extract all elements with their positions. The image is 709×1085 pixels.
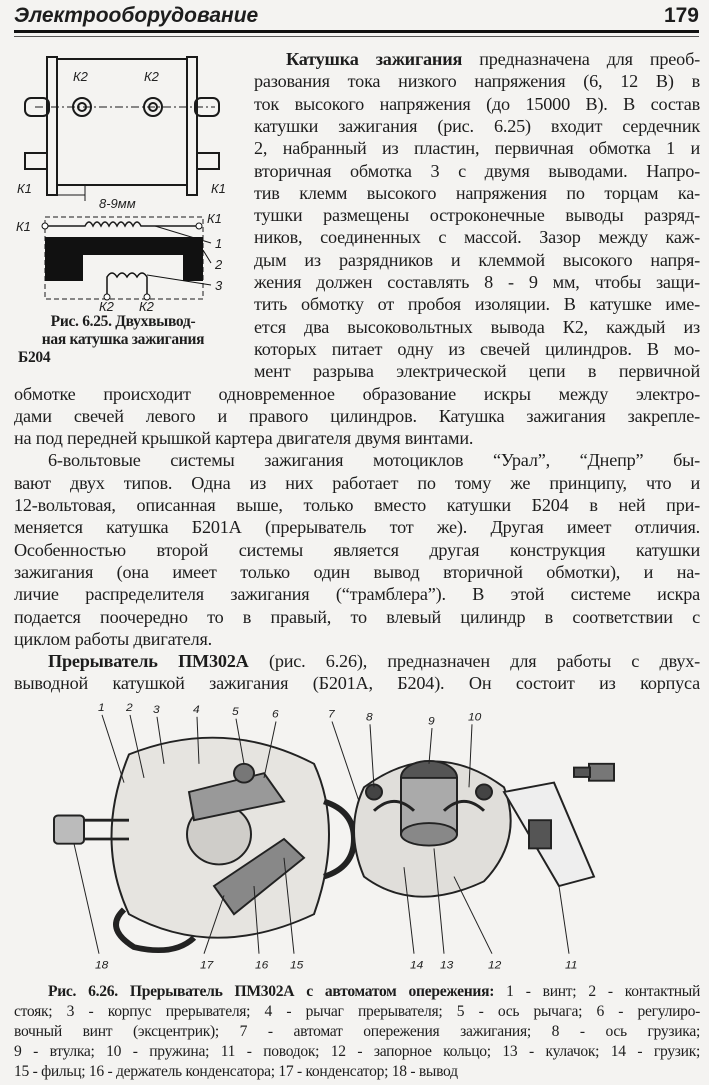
part-number-18: 18 [94,959,109,972]
part-number-12: 12 [487,959,502,972]
figure-6-26-breaker-illustration [14,698,700,980]
part-number-14: 14 [410,959,424,972]
running-header [14,4,699,30]
part-number-7: 7 [328,708,335,721]
text-line: 2, набранный из пластин, первичная обмотка 1 и [254,138,700,159]
caption-line: стояк; 3 - корпус прерывателя; 4 - рычаг прерывателя; 5 - ось рычага; 6 - регулиро- [14,1003,700,1020]
page-number: 179 [663,4,699,27]
text-line: подается поочередно то в правый, то влевый цилиндр в соответствии с [14,606,700,627]
caption-line [14,982,700,1002]
term-ignition-coil: Катушка зажигания [286,49,463,69]
figure-6-25-coil-diagram [15,45,237,311]
label-k2-bottom-left: К2 [99,299,114,311]
label-3: 3 [215,278,223,293]
text-line: зажигания (она имеет только один вывод вторичной обмотки), и на- [14,561,700,582]
figure-6-26-caption [14,982,700,1082]
caption-line: вочный винт (эксцентрик); 7 - автомат опережения зажигания; 8 - ось грузика; [14,1023,700,1040]
label-k2-left: К2 [73,69,88,84]
text-line: меняется катушка Б201А (прерыватель тот же). Другая имеет отличия. [14,517,700,538]
part-number-17: 17 [200,959,214,972]
text-line: тушки размещены остроконечные выводы разряд- [254,205,700,226]
text-line: тив клемм высокого напряжения по торцам ка- [254,182,700,203]
text-line: жения должен составлять 8 - 9 мм, чтобы защи- [254,272,700,292]
label-k1-left: К1 [17,181,32,196]
text-line: тить обмотку от пробоя изоляции. В катушке име- [254,294,700,315]
text-line: вают двух типов. Одна из них работает по тому же принципу, что и [14,472,700,493]
header-rule [14,30,699,33]
text-line: 12-вольтовая, описанная выше, только вместо катушки Б204 в ней при- [14,495,700,515]
caption-text: 1 - винт; 2 - контактный [494,983,701,1000]
label-k1-schematic: К1 [16,219,31,234]
text-line: ников, соединенных с массой. Зазор между каж- [254,227,700,248]
part-number-3: 3 [153,703,160,716]
text-line: циклом работы двигателя. [14,628,213,649]
text-line: ется два высоковольтных вывода К2, каждый из [254,316,700,337]
text-line: обмотке происходит одновременное образование искры между электро- [14,383,700,404]
text-line: мент разрыва электрической цепи в первичной [254,361,700,382]
text-line [48,650,700,672]
text: (рис. 6.26), предназначен для работы с двух- [248,651,700,672]
text-line [286,48,700,70]
text: предназначена для преоб- [462,49,700,69]
label-1: 1 [215,236,223,251]
text-line: дым из разрядников и клеммой высокого напря- [254,249,700,270]
part-number-1: 1 [97,701,105,715]
part-number-4: 4 [193,703,200,716]
text-line: ток высокого напряжения (до 15000 В). В состав [254,93,700,114]
text-line: которых питает одну из свечей цилиндров. В мо- [254,338,700,359]
label-k2-right: К2 [144,69,159,84]
caption-line: Рис. 6.25. Двухвывод- [50,313,196,330]
part-number-10: 10 [468,710,482,724]
part-number-11: 11 [565,959,578,972]
term-breaker: Прерыватель ПМ302А [48,651,249,672]
label-k1-schematic-right: К1 [207,211,222,226]
part-number-15: 15 [290,959,304,972]
text-line: вторичная обмотка 3 с двумя выводами. Напро- [254,160,700,181]
text-line: выводной катушкой зажигания (Б201А, Б204). Он состоит из корпуса [14,673,700,694]
label-2: 2 [215,257,223,272]
section-title: Электрооборудование [14,4,259,27]
caption-line: 15 - фильц; 16 - держатель конденсатора; 17 - конденсатор; 18 - вывод [14,1063,458,1080]
part-number-8: 8 [366,710,373,724]
figure-6-25-caption [18,313,228,367]
caption-title: Рис. 6.26. Прерыватель ПМ302А с автоматом опережения: [48,983,495,1000]
text-line: личие распределителя зажигания (“трамблера”). В этой системе искра [14,584,700,605]
text-line: катушки зажигания (рис. 6.25) входит сердечник [254,115,700,136]
text-line: на под передней крышкой картера двигателя двумя винтами. [14,428,474,449]
caption-line: ная катушка зажигания [41,331,205,348]
label-gap: 8-9мм [99,196,136,211]
label-k1-right: К1 [211,181,226,196]
text-line: разования тока низкого напряжения (6, 12 В) в [254,71,700,92]
text-line: дами свечей левого и правого цилиндров. Катушка зажигания закрепле- [14,405,700,426]
part-number-13: 13 [439,959,454,972]
text-line: Особенностью второй системы является другая конструкция катушки [14,539,700,560]
part-number-6: 6 [272,708,279,721]
part-number-2: 2 [126,701,133,715]
header-rule-thin [14,36,699,37]
part-number-9: 9 [427,714,435,728]
part-number-16: 16 [254,959,269,972]
caption-line: Б204 [18,349,51,366]
part-number-5: 5 [231,705,239,718]
label-k2-bottom-right: К2 [139,299,154,311]
text-line: 6-вольтовые системы зажигания мотоциклов “Урал”, “Днепр” бы- [48,450,700,471]
caption-line: 9 - втулка; 10 - пружина; 11 - поводок; 12 - запорное кольцо; 13 - кулачок; 14 - грузик; [14,1043,700,1060]
